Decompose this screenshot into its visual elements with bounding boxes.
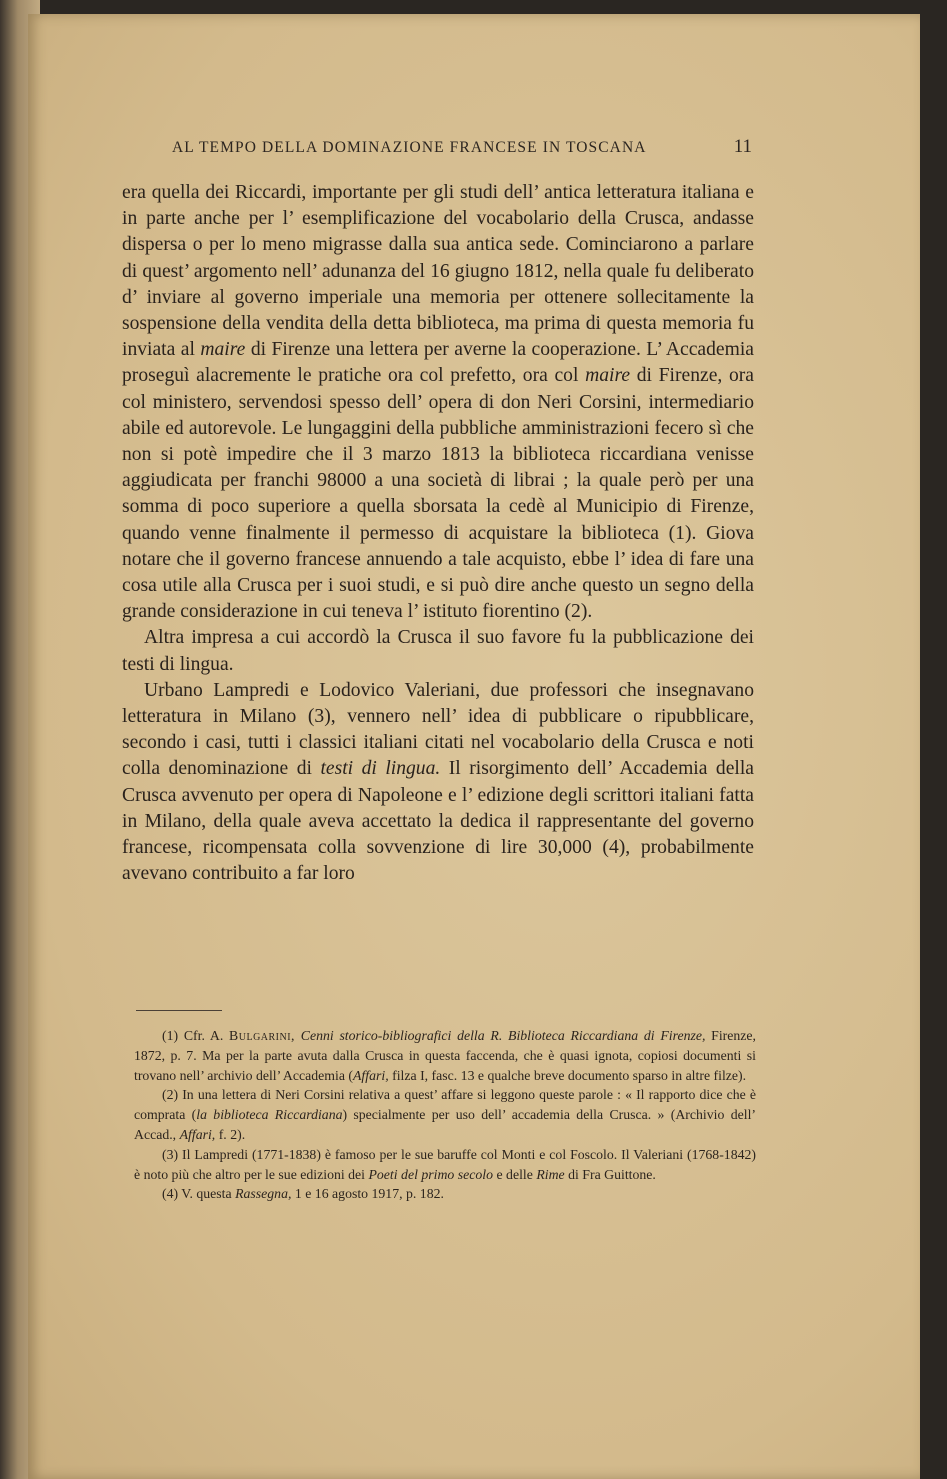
- footnote-3: (3) Il Lampredi (1771-1838) è famoso per le sue baruffe col Monti e col Foscolo. Il Valeriani (1768-1842) è noto più che altro per le sue edizioni dei Poeti del primo secolo e delle Rime di Fra Guittone.: [134, 1146, 756, 1182]
- paragraph-2: Altra impresa a cui accordò la Crusca il suo favore fu la pubblicazione dei testi di lingua.: [122, 627, 754, 675]
- running-title: AL TEMPO DELLA DOMINAZIONE FRANCESE IN TOSCANA: [172, 139, 647, 156]
- main-text: [122, 180, 754, 887]
- footnotes: [134, 1026, 756, 1204]
- footnote-2: (2) In una lettera di Neri Corsini relativa a quest’ affare si leggono queste parole : « Il rapporto dice che è comprata (la biblioteca Riccardiana) specialmente per uso dell’ accademia della Crusca. » (Archivio dell’ Accad., Affari, f. 2).: [134, 1087, 756, 1142]
- page-number: 11: [733, 136, 752, 157]
- footnote-1: (1) Cfr. A. Bulgarini, Cenni storico-bibliografici della R. Biblioteca Riccardiana di Firenze, Firenze, 1872, p. 7. Ma per la parte avuta dalla Crusca in questa faccenda, che è quasi ignota, copiosi documenti si trovano nell’ archivio dell’ Accademia (Affari, filza I, fasc. 13 e qualche breve documento sparso in altre filze).: [134, 1028, 756, 1083]
- paragraph-3: Urbano Lampredi e Lodovico Valeriani, due professori che insegnavano letteratura in Milano (3), vennero nell’ idea di pubblicare o ripubblicare, secondo i casi, tutti i classici italiani citati nel vocabolario della Crusca e noti colla denominazione di testi di lingua. Il risorgimento dell’ Accademia della Crusca avvenuto per opera di Napoleone e l’ edizione degli scrittori italiani fatta in Milano, della quale aveva accettato la dedica il rappresentante del governo francese, ricompensata colla sovvenzione di lire 30,000 (4), probabilmente avevano contribuito a far loro: [122, 679, 755, 885]
- footnote-4: (4) V. questa Rassegna, 1 e 16 agosto 1917, p. 182.: [162, 1186, 444, 1202]
- paragraph-1: era quella dei Riccardi, importante per gli studi dell’ antica letteratura italiana e in parte anche per l’ esemplificazione del vocabolario della Crusca, andasse dispersa o per lo meno migrasse dalla sua antica sede. Cominciarono a parlare di quest’ argomento nell’ adunanza del 16 giugno 1812, nella quale fu deliberato d’ inviare al governo imperiale una memoria per ottenere sollecitamente la sospensione della vendita della detta biblioteca, ma prima di questa memoria fu inviata al maire di Firenze una lettera per averne la cooperazione. L’ Accademia proseguì alacremente le pratiche ora col prefetto, ora col maire di Firenze, ora col ministero, servendosi spesso dell’ opera di don Neri Corsini, intermediario abile ed autorevole. Le lungaggini della pubbliche amministrazioni fecero sì che non si potè impedire che il 3 marzo 1813 la biblioteca riccardiana venisse aggiudicata per franchi 98000 a una società di librai ; la quale però per una somma di poco superiore a quella sborsata la cedè al Municipio di Firenze, quando venne finalmente il permesso di acquistare la biblioteca (1). Giova notare che il governo francese annuendo a tale acquisto, ebbe l’ idea di fare una cosa utile alla Crusca per i suoi studi, e si può dire anche questo un segno della grande considerazione in cui teneva l’ istituto fiorentino (2).: [122, 182, 755, 623]
- page-header: [172, 136, 752, 167]
- footnote-rule: [136, 1010, 222, 1011]
